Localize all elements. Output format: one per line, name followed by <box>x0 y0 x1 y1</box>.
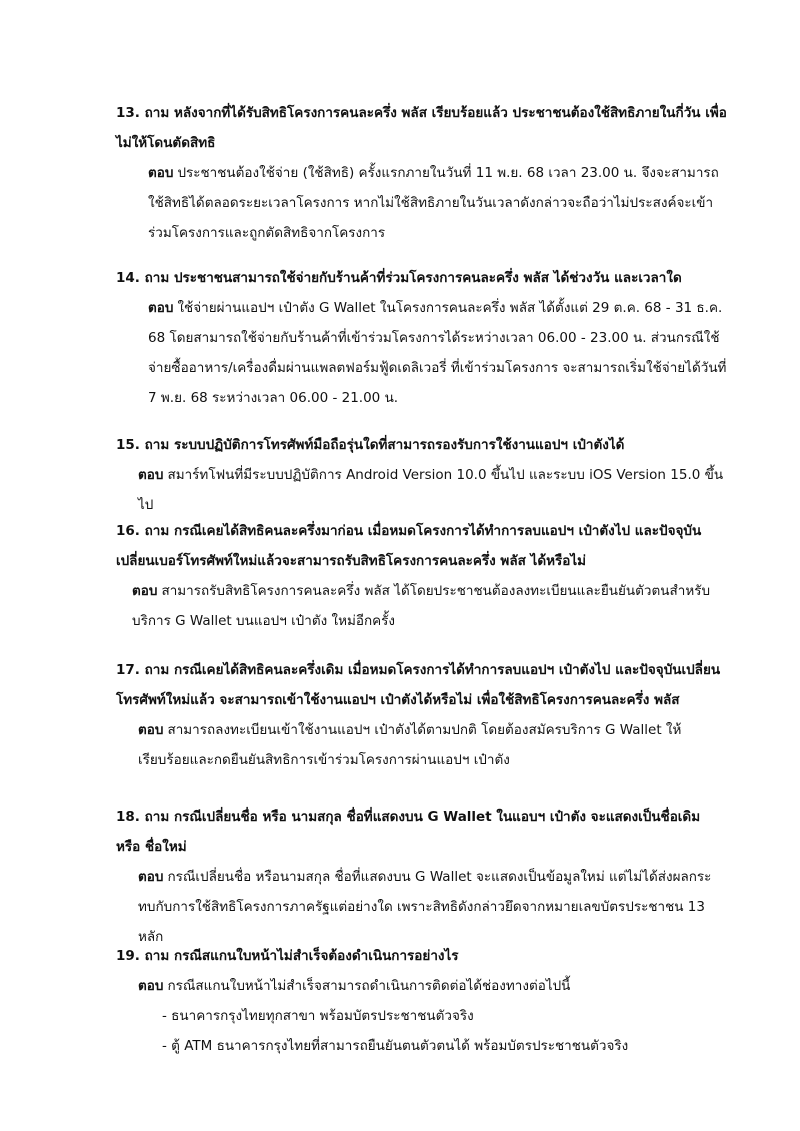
answer-text: สมาร์ทโฟนที่มีระบบปฏิบัติการ Android Version 10.0 ขึ้นไป และระบบ iOS Version 15.0 ขึ้นไป <box>138 467 724 513</box>
answer-text: สามารถลงทะเบียนเข้าใช้งานแอปฯ เป๋าตังได้ตามปกติ โดยต้องสมัครบริการ G Wallet ให้เรียบร้อยและกดยืนยันสิทธิการเข้าร่วมโครงการผ่านแอปฯ เป๋าตัง <box>138 722 682 768</box>
answer-label: ตอบ <box>148 300 174 316</box>
question-18: 18. ถาม กรณีเปลี่ยนชื่อ หรือ นามสกุล ชื่อที่แสดงบน G Wallet ในแอบฯ เป๋าตัง จะแสดงเป็นชื่อเดิม หรือ ชื่อใหม่ <box>116 809 701 855</box>
faq-item-17 <box>116 655 728 775</box>
answer-15 <box>116 460 728 520</box>
bullet-item: - ธนาคารกรุงไทยทุกสาขา พร้อมบัตรประชาชนตัวจริง <box>162 1008 474 1024</box>
answer-16 <box>116 576 728 636</box>
answer-14 <box>116 293 728 413</box>
bullet-item: - ตู้ ATM ธนาคารกรุงไทยที่สามารถยืนยันตนตัวตนได้ พร้อมบัตรประชาชนตัวจริง <box>162 1038 629 1054</box>
question-13: 13. ถาม หลังจากที่ได้รับสิทธิโครงการคนละครึ่ง พลัส เรียบร้อยแล้ว ประชาชนต้องใช้สิทธิภายในกี่วัน เพื่อไม่ให้โดนตัดสิทธิ <box>116 105 727 151</box>
answer-text: สามารถรับสิทธิโครงการคนละครึ่ง พลัส ได้โดยประชาชนต้องลงทะเบียนและยืนยันตัวตนสำหรับบริการ G Wallet บนแอปฯ เป๋าตัง ใหม่อีกครั้ง <box>132 583 711 629</box>
faq-item-14 <box>116 263 728 413</box>
answer-label: ตอบ <box>138 978 164 994</box>
answer-19 <box>116 971 728 1001</box>
question-17: 17. ถาม กรณีเคยได้สิทธิคนละครึ่งเดิม เมื่อหมดโครงการได้ทำการลบแอปฯ เป๋าตังไป และปัจจุบันเปลี่ยนโทรศัพท์ใหม่แล้ว จะสามารถเข้าใช้งานแอปฯ เป๋าตังได้หรือไม่ เพื่อใช้สิทธิโครงการคนละครึ่ง พลัส <box>116 662 721 708</box>
answer-13 <box>116 158 728 248</box>
answer-text: ใช้จ่ายผ่านแอปฯ เป๋าตัง G Wallet ในโครงการคนละครึ่ง พลัส ได้ตั้งแต่ 29 ต.ค. 68 - 31 ธ.ค. 68 โดยสามารถใช้จ่ายกับร้านค้าที่เข้าร่วมโครงการได้ระหว่างเวลา 06.00 - 23.00 น. ส่วนกรณีใช้จ่ายซื้ออาหาร/เครื่องดื่มผ่านแพลตฟอร์มฟู้ดเดลิเวอรี่ ที่เข้าร่วมโครงการ จะสามารถเริ่มใช้จ่ายได้วันที่ 7 พ.ย. 68 ระหว่างเวลา 06.00 - 21.00 น. <box>148 300 727 406</box>
answer-label: ตอบ <box>138 467 164 483</box>
answer-text: กรณีเปลี่ยนชื่อ หรือนามสกุล ชื่อที่แสดงบน G Wallet จะแสดงเป็นข้อมูลใหม่ แต่ไม่ได้ส่งผลกระทบกับการใช้สิทธิโครงการภาครัฐแต่อย่างใด เพราะสิทธิดังกล่าวยึดจากหมายเลขบัตรประชาชน 13 หลัก <box>138 869 712 945</box>
answer-text: กรณีสแกนใบหน้าไม่สำเร็จสามารถดำเนินการติดต่อได้ช่องทางต่อไปนี้ <box>167 978 571 994</box>
faq-item-19 <box>116 941 728 1061</box>
question-16: 16. ถาม กรณีเคยได้สิทธิคนละครึ่งมาก่อน เมื่อหมดโครงการได้ทำการลบแอปฯ เป๋าตังไป และปัจจุบันเปลี่ยนเบอร์โทรศัพท์ใหม่แล้วจะสามารถรับสิทธิโครงการคนละครึ่ง พลัส ได้หรือไม่ <box>116 523 702 569</box>
answer-18 <box>116 862 728 952</box>
answer-label: ตอบ <box>138 869 164 885</box>
answer-label: ตอบ <box>138 722 164 738</box>
question-19: 19. ถาม กรณีสแกนใบหน้าไม่สำเร็จต้องดำเนินการอย่างไร <box>116 948 459 964</box>
faq-item-13 <box>116 98 728 248</box>
answer-label: ตอบ <box>148 165 174 181</box>
faq-item-16 <box>116 516 728 636</box>
faq-item-15 <box>116 430 728 520</box>
faq-item-18 <box>116 802 728 952</box>
question-14: 14. ถาม ประชาชนสามารถใช้จ่ายกับร้านค้าที่ร่วมโครงการคนละครึ่ง พลัส ได้ช่วงวัน และเวลาใด <box>116 270 682 286</box>
answer-17 <box>116 715 728 775</box>
question-15: 15. ถาม ระบบปฏิบัติการโทรศัพท์มือถือรุ่นใดที่สามารถรองรับการใช้งานแอปฯ เป๋าตังได้ <box>116 437 625 453</box>
answer-label: ตอบ <box>132 583 158 599</box>
answer-text: ประชาชนต้องใช้จ่าย (ใช้สิทธิ) ครั้งแรกภายในวันที่ 11 พ.ย. 68 เวลา 23.00 น. จึงจะสามารถใช้สิทธิได้ตลอดระยะเวลาโครงการ หากไม่ใช้สิทธิภายในวันเวลาดังกล่าวจะถือว่าไม่ประสงค์จะเข้าร่วมโครงการและถูกตัดสิทธิจากโครงการ <box>148 165 719 241</box>
